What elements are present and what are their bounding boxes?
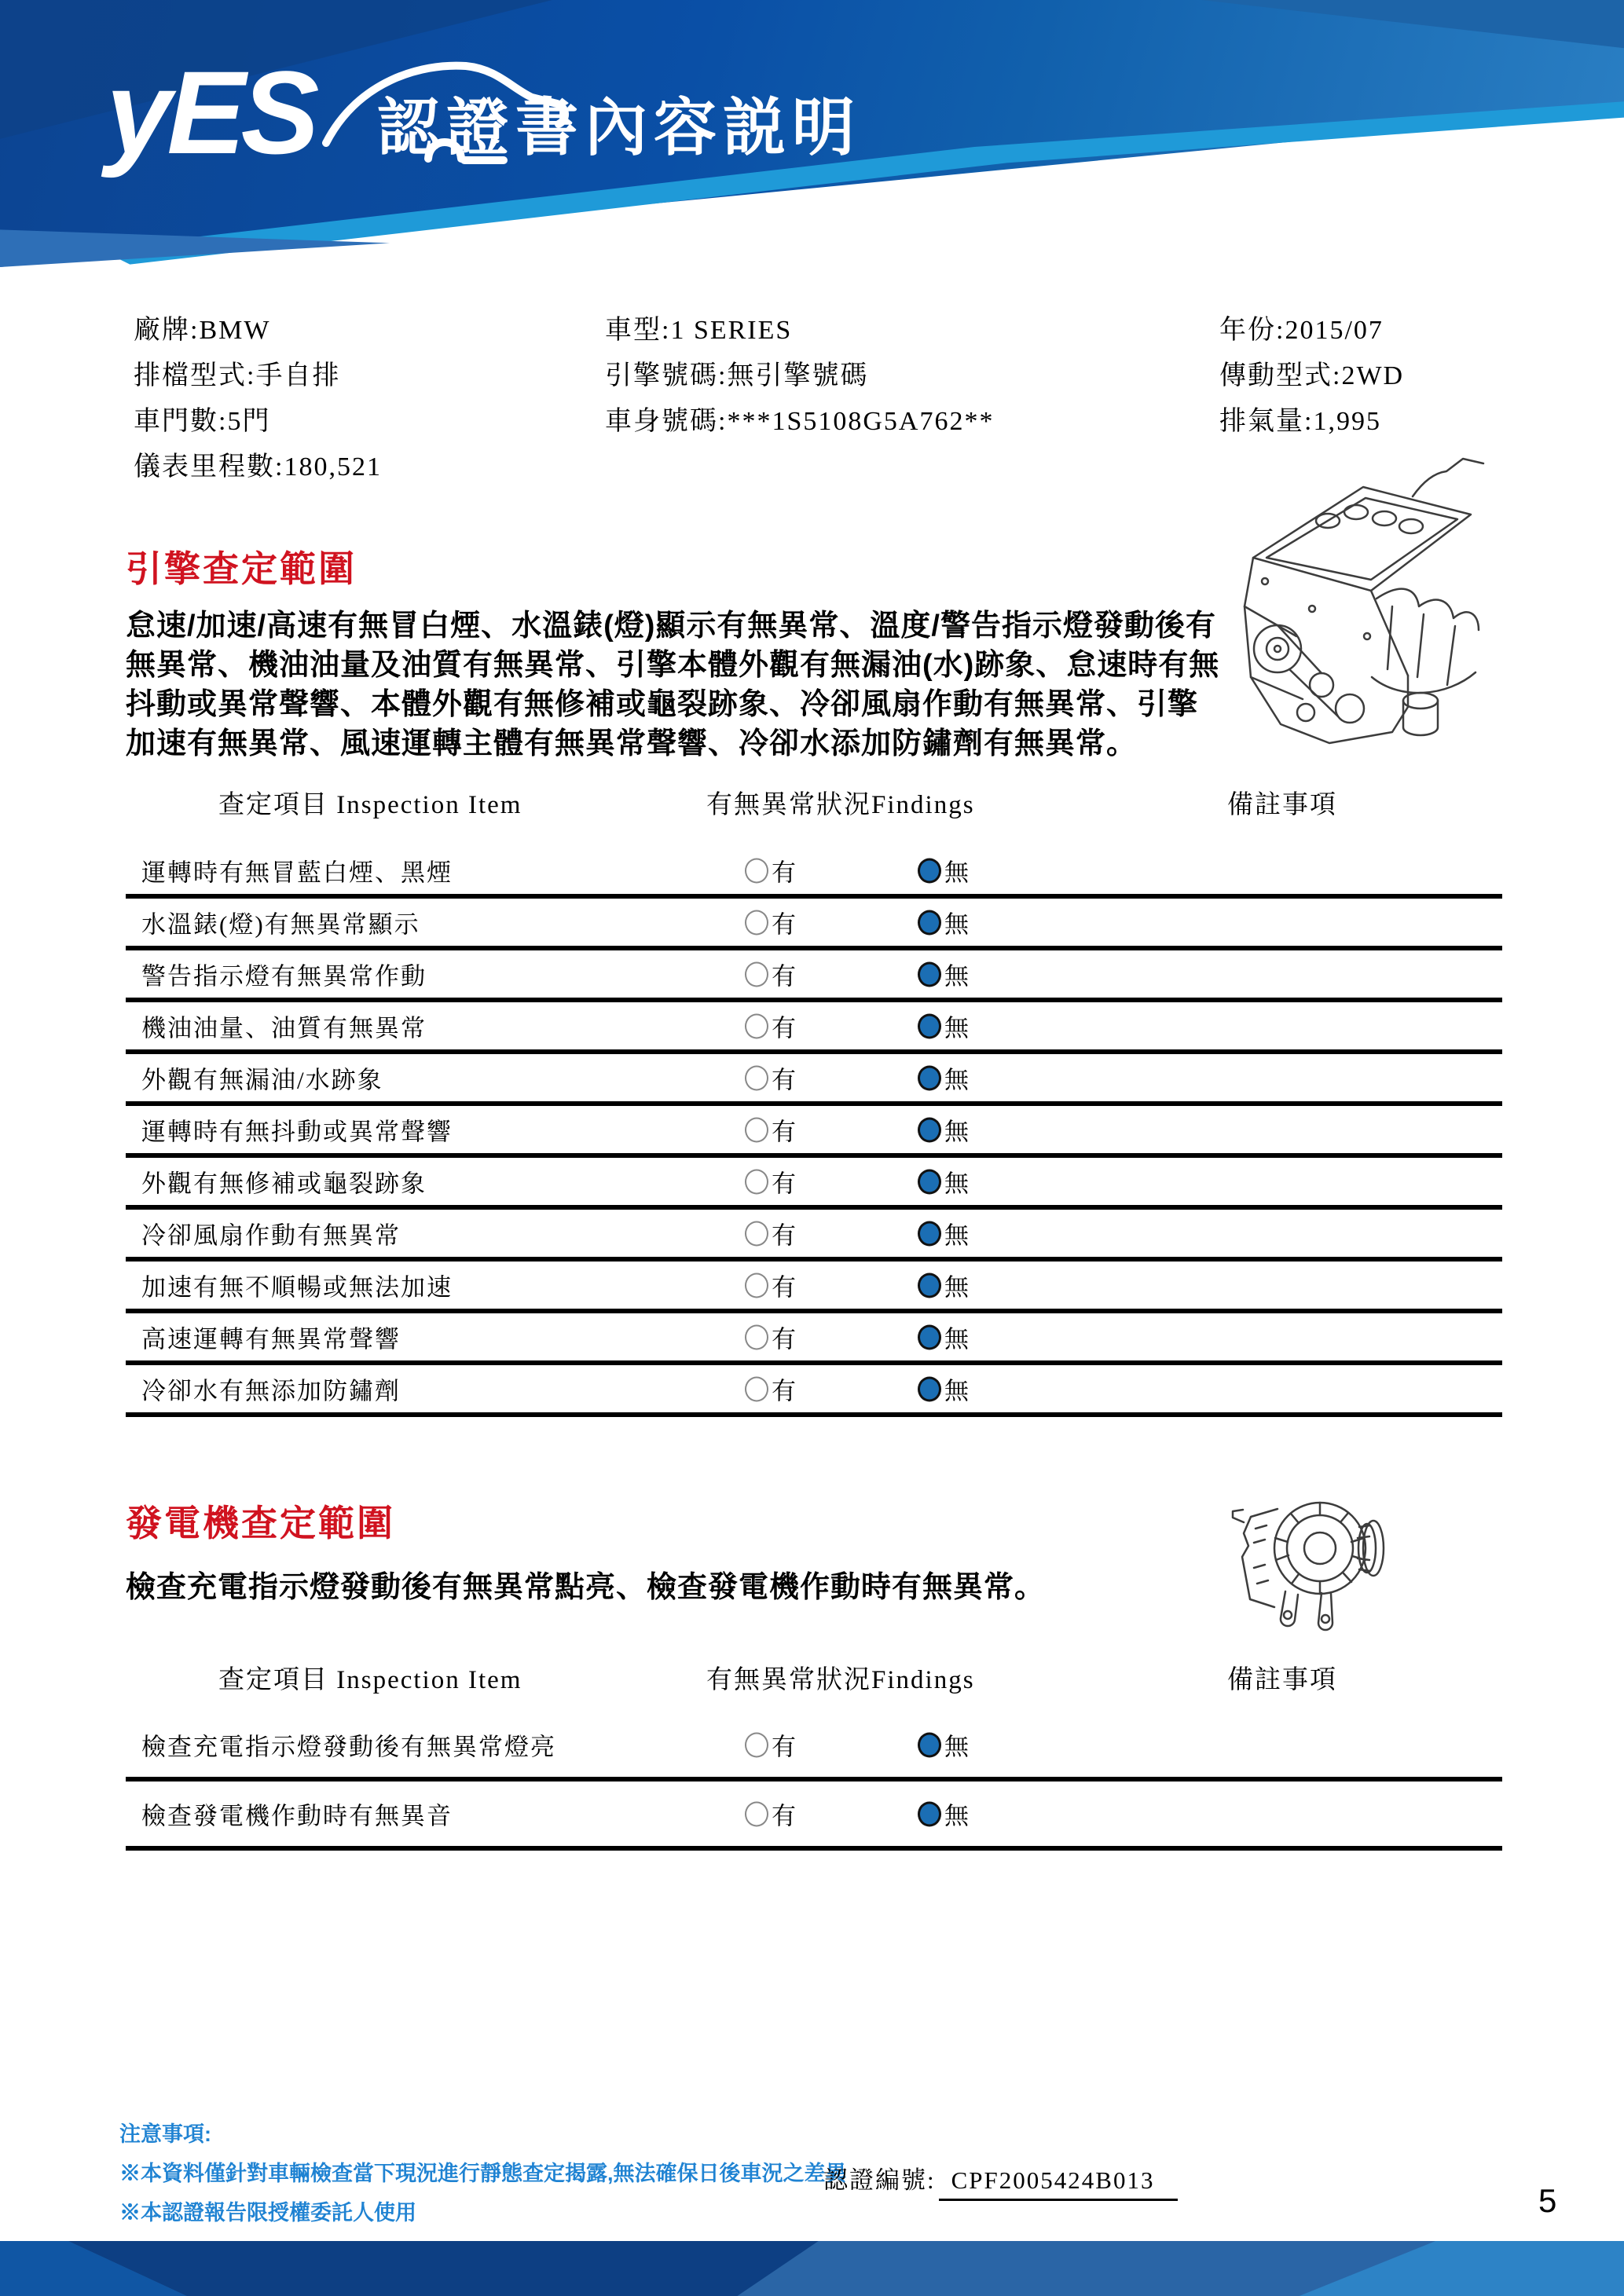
table-row — [126, 1313, 1502, 1365]
finding-no-radio — [918, 1732, 941, 1757]
finding-yes-label: 有 — [772, 962, 796, 991]
table-row — [126, 1158, 1502, 1210]
alternator-section-heading: 發電機查定範圍 — [126, 1503, 395, 1543]
engine-table — [126, 847, 1502, 1417]
inspection-item-label: 冷卻水有無添加防鏽劑 — [141, 1377, 401, 1405]
finding-yes-label: 有 — [772, 1118, 796, 1146]
finding-yes-label: 有 — [772, 1802, 796, 1830]
finding-no-label: 無 — [944, 1170, 969, 1198]
inspection-item-label: 冷卻風扇作動有無異常 — [141, 1221, 401, 1250]
alternator-section-description: 檢查充電指示燈發動後有無異常點亮、檢查發電機作動時有無異常。 — [126, 1571, 1046, 1604]
finding-yes-label: 有 — [772, 1170, 796, 1198]
vehicle-info-column-1 — [134, 308, 382, 490]
finding-yes-label: 有 — [772, 1377, 796, 1405]
inspection-item-label: 警告指示燈有無異常作動 — [141, 962, 427, 991]
finding-no-label: 無 — [944, 1221, 969, 1250]
vehicle-info-column-2 — [605, 308, 994, 445]
finding-yes-radio — [745, 1324, 768, 1349]
finding-yes-label: 有 — [772, 1273, 796, 1302]
finding-yes-radio — [745, 1065, 768, 1090]
finding-yes-radio — [745, 1169, 768, 1194]
vehicle-brand: 廠牌:BMW — [134, 316, 271, 345]
table-row — [126, 1106, 1502, 1158]
vehicle-mileage: 儀表里程數:180,521 — [134, 452, 382, 482]
table-row — [126, 847, 1502, 899]
finding-no-label: 無 — [944, 1377, 969, 1405]
finding-yes-label: 有 — [772, 1325, 796, 1353]
column-header-findings: 有無異常狀況Findings — [706, 1666, 975, 1694]
finding-yes-radio — [745, 1117, 768, 1142]
finding-no-radio — [918, 1065, 941, 1090]
vehicle-gearbox: 排檔型式:手自排 — [134, 361, 341, 390]
table-row — [126, 1365, 1502, 1417]
note-line: ※本資料僅針對車輛檢查當下現況進行靜態查定揭露,無法確保日後車況之差異 — [119, 2162, 847, 2185]
finding-yes-radio — [745, 1273, 768, 1298]
finding-yes-radio — [745, 910, 768, 935]
finding-no-label: 無 — [944, 1802, 969, 1830]
inspection-item-label: 運轉時有無冒藍白煙、黑煙 — [141, 859, 453, 887]
inspection-item-label: 機油油量、油質有無異常 — [141, 1014, 427, 1042]
finding-yes-radio — [745, 1376, 768, 1401]
finding-no-label: 無 — [944, 1118, 969, 1146]
table-row — [126, 1712, 1502, 1782]
finding-yes-radio — [745, 1221, 768, 1246]
finding-no-radio — [918, 1273, 941, 1298]
engine-section-description: 怠速/加速/高速有無冒白煙、水溫錶(燈)顯示有無異常、溫度/警告指示燈發動後有無異常、機油油量及油質有無異常、引擎本體外觀有無漏油(水)跡象、怠速時有無抖動或異常聲響、本體外觀有無修補或龜裂跡象、冷卻風扇作動有無異常、引擎加速有無異常、風速運轉主體有無異常聲響、冷卻水添加防鏽劑有無異常。 — [126, 610, 1220, 761]
footer-notes — [119, 2115, 847, 2232]
finding-no-label: 無 — [944, 1733, 969, 1761]
table-row — [126, 1002, 1502, 1054]
engine-section-heading: 引擎查定範圍 — [126, 548, 357, 589]
finding-no-radio — [918, 1117, 941, 1142]
finding-yes-label: 有 — [772, 1221, 796, 1250]
vehicle-displacement: 排氣量:1,995 — [1219, 407, 1381, 436]
certificate-number-line — [823, 2160, 1178, 2195]
column-header-remarks: 備註事項 — [1227, 1666, 1337, 1694]
table-row — [126, 950, 1502, 1002]
finding-yes-label: 有 — [772, 1066, 796, 1094]
footer-banner — [0, 2241, 1624, 2296]
finding-yes-label: 有 — [772, 859, 796, 887]
certificate-number-value: CPF2005424B013 — [939, 2166, 1179, 2201]
inspection-item-label: 外觀有無漏油/水跡象 — [141, 1066, 383, 1094]
vehicle-vin: 車身號碼:***1S5108G5A762** — [605, 407, 995, 436]
finding-no-label: 無 — [944, 859, 969, 887]
engine-table-header — [126, 784, 1502, 823]
engine-illustration — [1210, 440, 1509, 754]
finding-no-label: 無 — [944, 962, 969, 991]
table-row — [126, 899, 1502, 950]
finding-no-label: 無 — [944, 1014, 969, 1042]
finding-no-radio — [918, 910, 941, 935]
finding-yes-radio — [745, 1801, 768, 1826]
table-row — [126, 1210, 1502, 1262]
column-header-inspection-item: 查定項目 Inspection Item — [218, 1666, 522, 1694]
finding-no-label: 無 — [944, 1325, 969, 1353]
table-row — [126, 1054, 1502, 1106]
finding-no-radio — [918, 1801, 941, 1826]
page-number: 5 — [1538, 2182, 1557, 2219]
vehicle-engine-no: 引擎號碼:無引擎號碼 — [605, 361, 869, 390]
finding-no-radio — [918, 961, 941, 987]
column-header-remarks: 備註事項 — [1227, 791, 1337, 819]
finding-no-radio — [918, 1221, 941, 1246]
finding-yes-radio — [745, 1732, 768, 1757]
header-banner — [0, 0, 1624, 267]
inspection-item-label: 外觀有無修補或龜裂跡象 — [141, 1170, 427, 1198]
finding-no-radio — [918, 1169, 941, 1194]
finding-no-radio — [918, 1324, 941, 1349]
table-row — [126, 1782, 1502, 1851]
finding-yes-label: 有 — [772, 910, 796, 939]
yes-logo-text: yES — [106, 46, 315, 178]
inspection-item-label: 高速運轉有無異常聲響 — [141, 1325, 401, 1353]
finding-yes-radio — [745, 1013, 768, 1038]
finding-yes-radio — [745, 858, 768, 883]
vehicle-drivetrain: 傳動型式:2WD — [1219, 361, 1405, 390]
table-row — [126, 1262, 1502, 1313]
finding-yes-radio — [745, 961, 768, 987]
finding-yes-label: 有 — [772, 1733, 796, 1761]
inspection-item-label: 運轉時有無抖動或異常聲響 — [141, 1118, 453, 1146]
note-line: ※本認證報告限授權委託人使用 — [119, 2201, 416, 2225]
certificate-number-label: 認證編號: — [823, 2166, 936, 2194]
notes-title: 注意事項: — [119, 2122, 211, 2146]
vehicle-model: 車型:1 SERIES — [605, 316, 793, 345]
finding-no-radio — [918, 1376, 941, 1401]
finding-no-radio — [918, 1013, 941, 1038]
finding-no-label: 無 — [944, 910, 969, 939]
vehicle-doors: 車門數:5門 — [134, 407, 271, 436]
inspection-item-label: 檢查充電指示燈發動後有無異常燈亮 — [141, 1733, 556, 1761]
column-header-findings: 有無異常狀況Findings — [706, 791, 975, 819]
finding-no-radio — [918, 858, 941, 883]
inspection-item-label: 加速有無不順暢或無法加速 — [141, 1273, 453, 1302]
alternator-illustration — [1226, 1474, 1399, 1639]
finding-no-label: 無 — [944, 1273, 969, 1302]
vehicle-year: 年份:2015/07 — [1219, 316, 1384, 345]
finding-yes-label: 有 — [772, 1014, 796, 1042]
inspection-item-label: 水溫錶(燈)有無異常顯示 — [141, 910, 420, 939]
column-header-inspection-item: 查定項目 Inspection Item — [218, 791, 522, 819]
alternator-table — [126, 1712, 1502, 1851]
alternator-table-header — [126, 1659, 1502, 1698]
vehicle-info-column-3 — [1219, 308, 1404, 445]
inspection-item-label: 檢查發電機作動時有無異音 — [141, 1802, 453, 1830]
page-title: 認證書內容説明 — [377, 93, 861, 163]
finding-no-label: 無 — [944, 1066, 969, 1094]
